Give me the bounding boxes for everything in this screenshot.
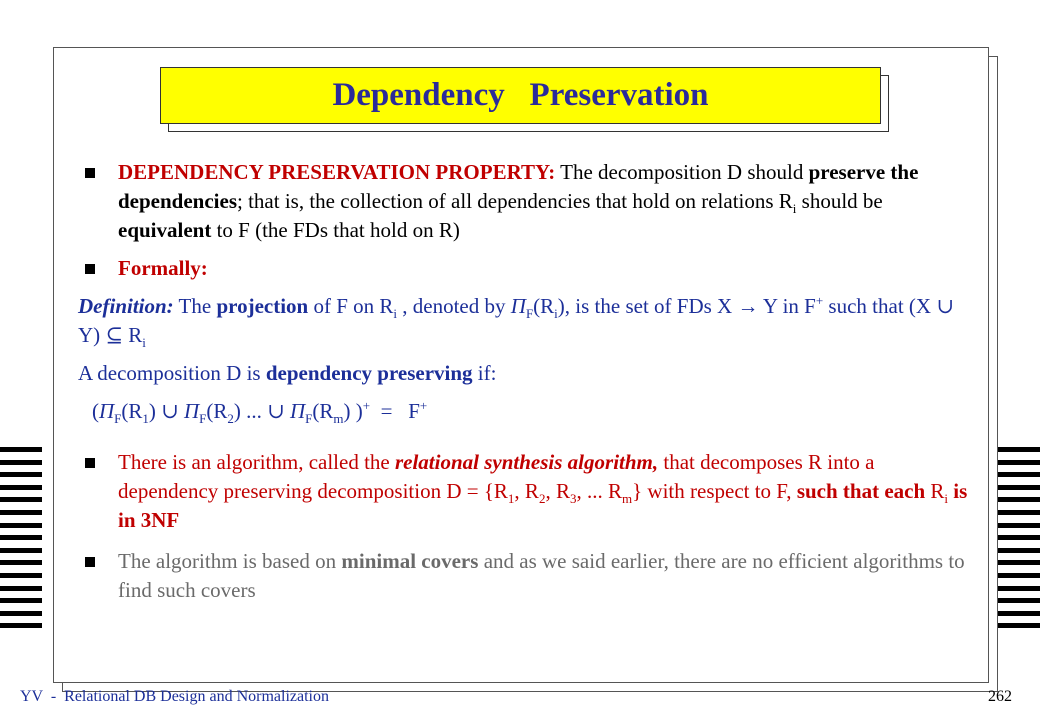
text: (R	[206, 399, 228, 423]
text: } with respect to F,	[632, 479, 797, 503]
text: and as we said earlier, there are no efficient algorithms to find such covers	[118, 549, 965, 602]
text: to F (the FDs that hold on R)	[211, 218, 460, 242]
emphasis: preserve the dependencies	[118, 160, 919, 213]
square-bullet-icon	[85, 458, 95, 468]
text: ), is the set of FDs X → Y in F	[557, 294, 816, 318]
subscript: i	[792, 201, 797, 217]
subscript: i	[393, 306, 398, 322]
bullet-formally	[78, 254, 978, 283]
text: , ... R	[576, 479, 622, 503]
slide-content	[78, 158, 978, 605]
subscript: i	[554, 306, 558, 322]
emphasis: minimal covers	[341, 549, 479, 573]
emphasis: equivalent	[118, 218, 212, 242]
subscript: F	[525, 306, 534, 322]
pi-symbol: Π	[99, 399, 115, 423]
subscript: 3	[569, 491, 577, 507]
emphasis: projection	[216, 294, 309, 318]
text: ) ∪	[148, 399, 184, 423]
title-box	[160, 67, 881, 124]
square-bullet-icon	[85, 264, 95, 274]
bullet-dependency-preservation	[78, 158, 978, 245]
subscript: m	[621, 491, 633, 507]
algorithm-name: relational synthesis algorithm,	[394, 450, 659, 474]
right-stripe-decoration	[998, 447, 1040, 636]
subscript: i	[944, 491, 949, 507]
text: (R	[533, 294, 555, 318]
subscript: i	[142, 335, 146, 351]
text: There is an algorithm, called the	[118, 450, 395, 474]
emphasis: is in 3NF	[118, 479, 968, 532]
text: such that (X ∪ Y) ⊆ R	[78, 294, 954, 347]
text: (	[92, 399, 99, 423]
page-number: 262	[988, 688, 1012, 705]
bullet-synthesis-algorithm	[78, 448, 978, 535]
emphasis: such that each	[796, 479, 931, 503]
footer-course-title: YV - Relational DB Design and Normalization	[20, 688, 329, 705]
subscript: 1	[507, 491, 515, 507]
subscript: 2	[538, 491, 546, 507]
bullet-minimal-covers	[78, 547, 978, 605]
text: (R	[121, 399, 143, 423]
slide-title: Dependency Preservation	[332, 77, 709, 113]
subscript: 1	[142, 411, 149, 427]
text: of F on R	[308, 294, 394, 318]
left-stripe-decoration	[0, 447, 42, 636]
subscript: 2	[227, 411, 234, 427]
emphasis: dependency preserving	[265, 361, 473, 385]
subscript: F	[199, 411, 207, 427]
text: ) ... ∪	[233, 399, 290, 423]
formally-label: Formally:	[118, 256, 208, 280]
text: R	[930, 479, 945, 503]
property-heading: DEPENDENCY PRESERVATION PROPERTY:	[118, 160, 556, 184]
square-bullet-icon	[85, 168, 95, 178]
text: , denoted by	[397, 294, 511, 318]
subscript: F	[305, 411, 313, 427]
text: if:	[472, 361, 497, 385]
square-bullet-icon	[85, 557, 95, 567]
superscript: +	[362, 398, 371, 413]
projection-formula	[78, 397, 978, 426]
pi-symbol: Π	[290, 399, 306, 423]
text: The	[173, 294, 217, 318]
text: should be	[796, 189, 883, 213]
text: ; that is, the collection of all dependencies that hold on relations R	[237, 189, 793, 213]
text: (R	[312, 399, 334, 423]
text: A decomposition D is	[78, 361, 266, 385]
pi-symbol: Π	[184, 399, 200, 423]
text: ) )	[343, 399, 363, 423]
decomposition-statement	[78, 359, 978, 388]
text: = F	[370, 399, 420, 423]
text: , R	[545, 479, 570, 503]
subscript: m	[333, 411, 344, 427]
subscript: F	[114, 411, 122, 427]
superscript: +	[419, 398, 428, 413]
superscript: +	[815, 293, 824, 308]
text: The decomposition D should	[555, 160, 809, 184]
text: that decomposes R into a dependency preserving decomposition D = {R	[118, 450, 875, 503]
text: , R	[514, 479, 539, 503]
text: The algorithm is based on	[118, 549, 342, 573]
pi-symbol: Π	[510, 294, 526, 318]
definition-label: Definition:	[78, 294, 174, 318]
definition-paragraph	[78, 292, 978, 350]
